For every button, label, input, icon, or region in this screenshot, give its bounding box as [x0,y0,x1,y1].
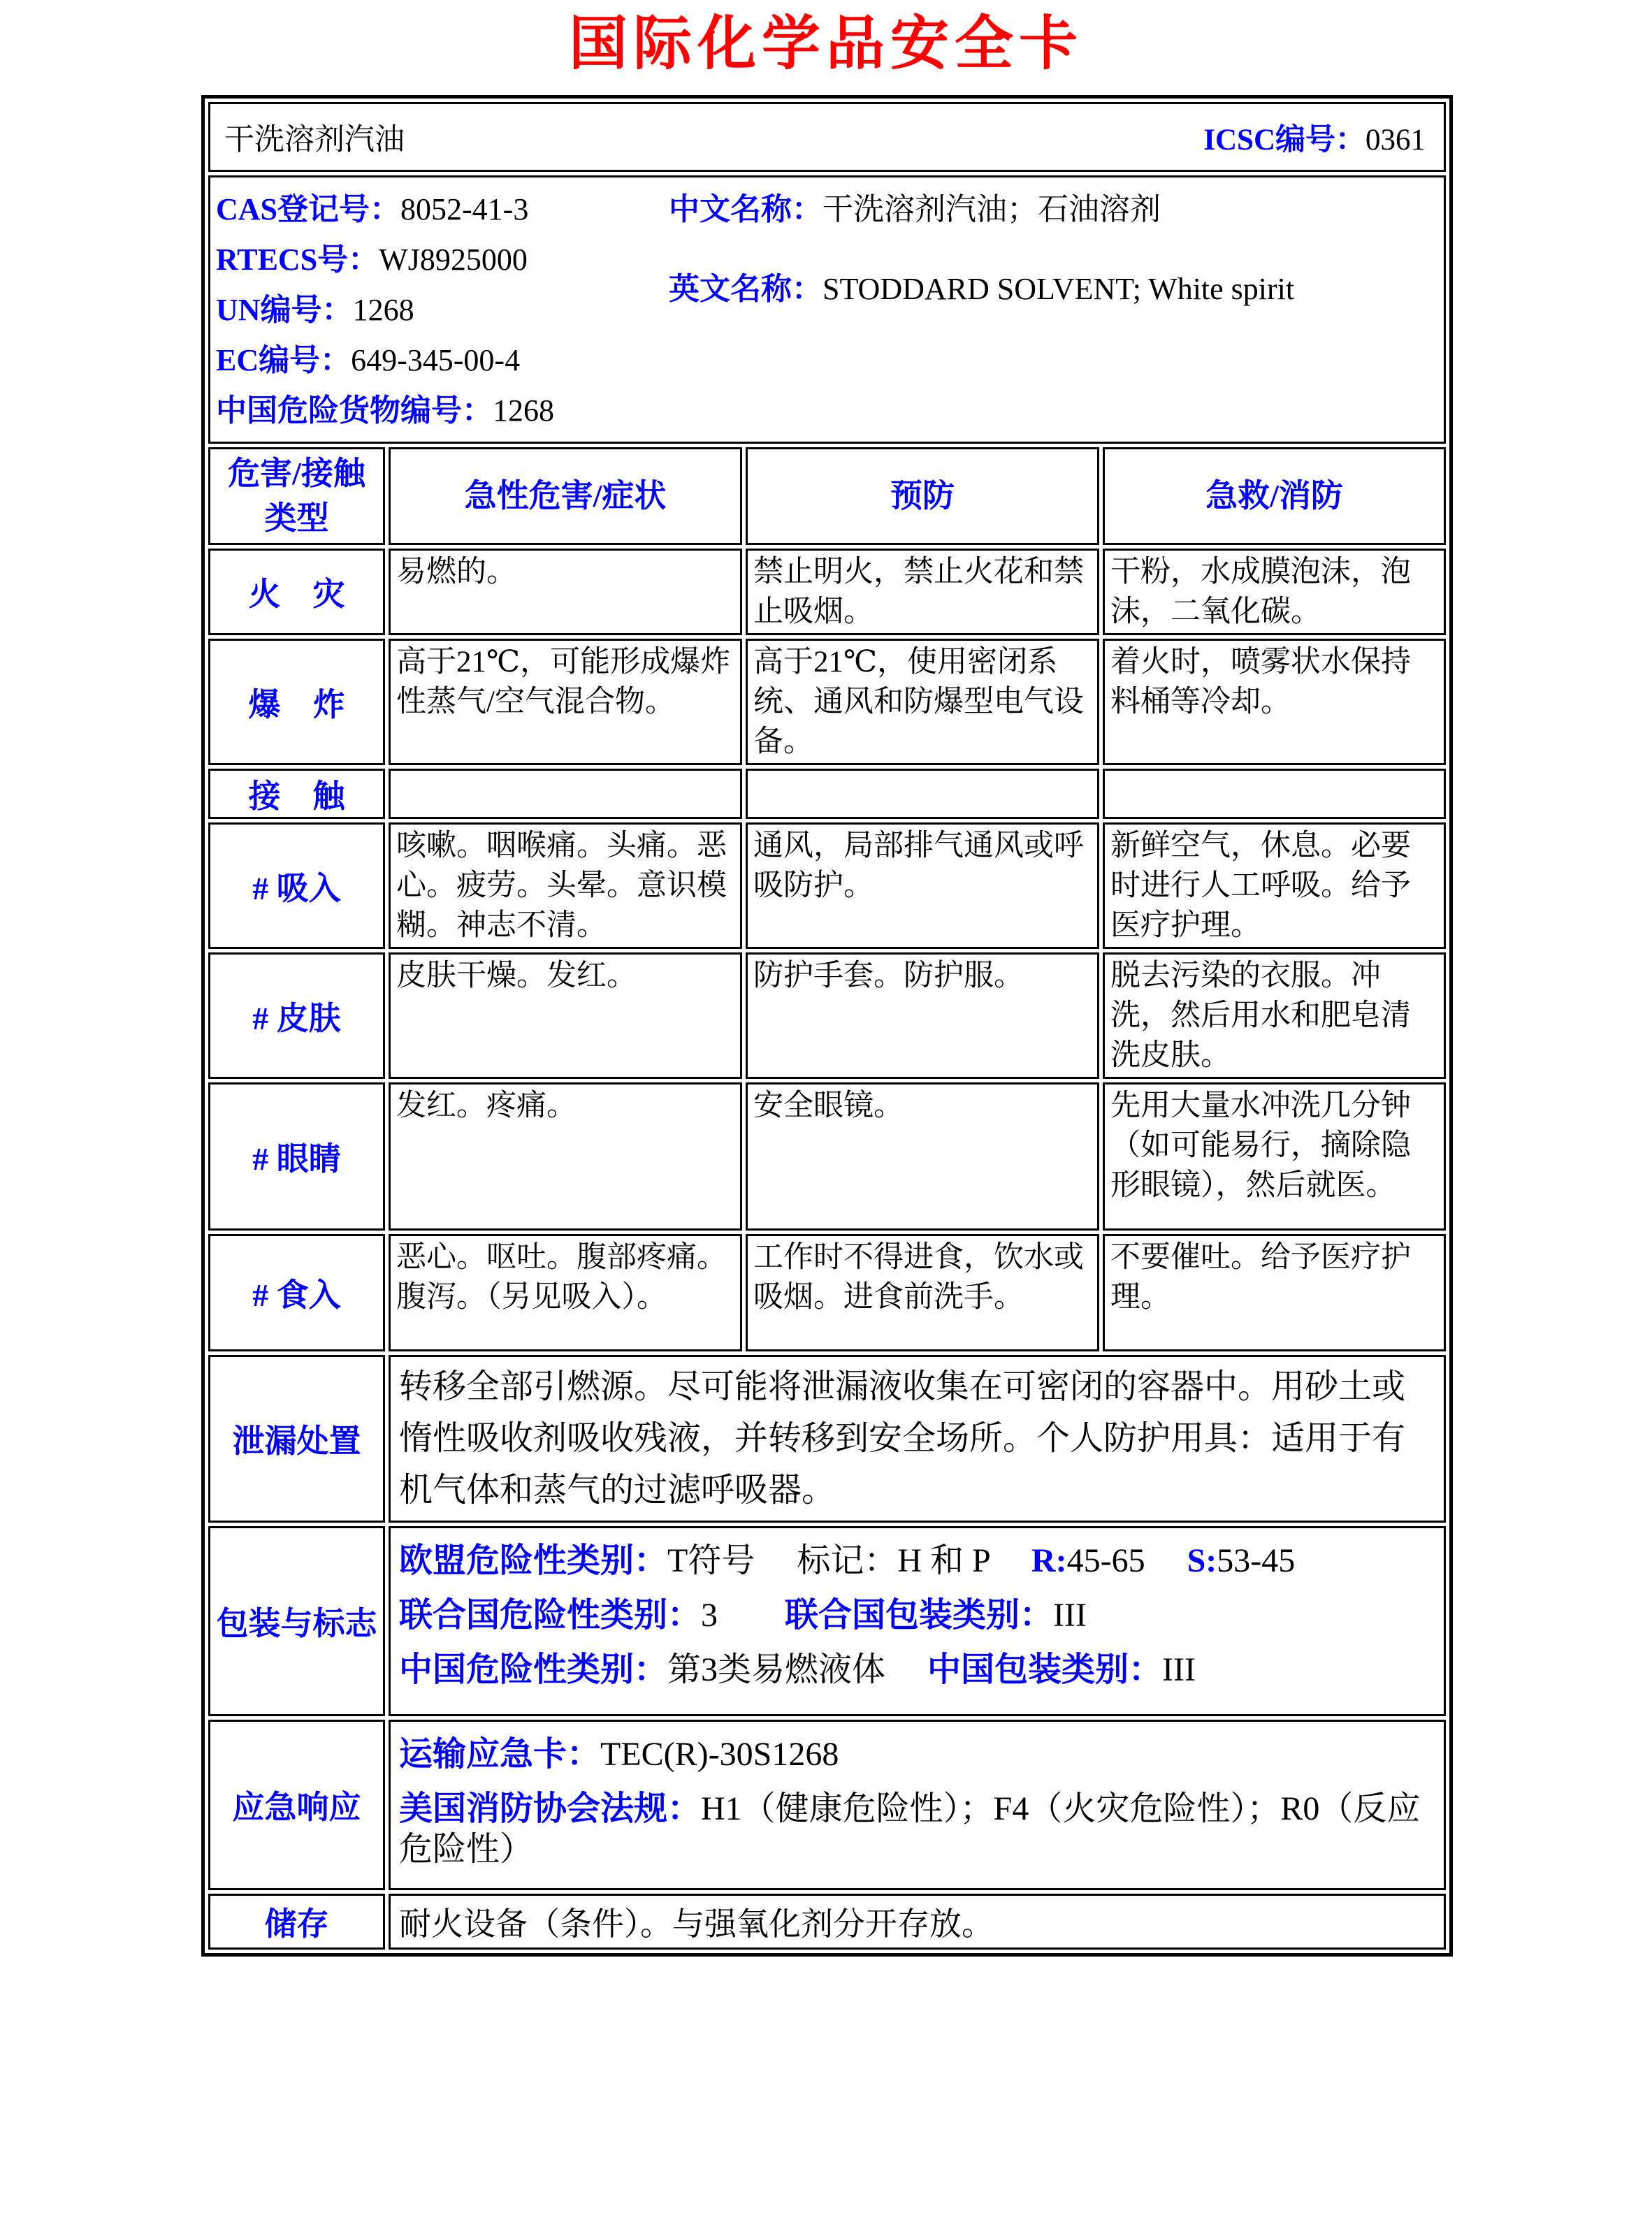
symptoms-cell [389,769,742,819]
icsc-number-label: ICSC编号： [1203,123,1366,157]
rtecs-number-line [216,235,669,285]
symptoms-cell: 易燃的。 [389,549,742,635]
prevention-cell [746,769,1099,819]
substance-name-cell [208,102,1446,172]
symptoms-cell: 恶心。呕吐。腹部疼痛。腹泻。（另见吸入）。 [389,1234,742,1351]
china-dg-label: 中国危险货物编号： [216,393,493,428]
prevention-cell: 禁止明火，禁止火花和禁止吸烟。 [746,549,1099,635]
first-aid-cell: 不要催吐。给予医疗护理。 [1103,1234,1446,1351]
field-value: 第3类易燃液体 [667,1651,928,1689]
english-name-label: 英文名称： [669,272,823,307]
spillage-content: 转移全部引燃源。尽可能将泄漏液收集在可密闭的容器中。用砂土或惰性吸收剂吸收残液，并转移到安全场所。个人防护用具：适用于有机气体和蒸气的过滤呼吸器。 [389,1355,1446,1523]
row-fire [208,549,1446,635]
row-emergency-response [208,1720,1446,1890]
icsc-number-value: 0361 [1365,123,1426,157]
col-header-hazard-type: 危害/接触类型 [208,447,385,545]
icsc-card-table [201,95,1453,1957]
hazard-type-label: # 眼睛 [208,1082,385,1231]
chinese-name-value: 干洗溶剂汽油；石油溶剂 [823,192,1161,227]
first-aid-cell: 着火时，喷雾状水保持料桶等冷却。 [1103,639,1446,765]
china-dg-number-line [216,386,669,436]
field-value: III [1162,1651,1196,1689]
nfpa-code-line [399,1789,1435,1870]
rtecs-value: WJ8925000 [379,242,528,277]
un-classification-line [399,1595,1435,1636]
row-exposure [208,769,1446,819]
registry-numbers [216,184,669,436]
un-value: 1268 [352,293,414,328]
hazard-table-header-row [208,447,1446,545]
first-aid-cell: 先用大量水冲洗几分钟（如可能易行，摘除隐形眼镜），然后就医。 [1103,1082,1446,1231]
field-label: 联合国包装类别： [785,1597,1054,1634]
china-classification-line [399,1650,1435,1690]
cas-label: CAS登记号： [216,192,401,227]
field-label: 中国危险性类别： [399,1651,668,1689]
ec-number-line [216,335,669,386]
section-label: 应急响应 [208,1720,385,1890]
transport-emergency-card-line [399,1734,1435,1775]
prevention-cell: 通风，局部排气通风或呼吸防护。 [746,822,1099,949]
hazard-type-label: # 食入 [208,1234,385,1351]
first-aid-cell: 干粉，水成膜泡沫，泡沫，二氧化碳。 [1103,549,1446,635]
eu-classification-line [399,1541,1435,1581]
english-name-value: STODDARD SOLVENT; White spirit [823,272,1295,307]
ec-label: EC编号： [216,343,352,378]
prevention-cell: 防护手套。防护服。 [746,952,1099,1079]
page-title: 国际化学品安全卡 [568,10,1083,76]
prevention-cell: 安全眼镜。 [746,1082,1099,1231]
row-storage [208,1894,1446,1950]
prevention-cell: 工作时不得进食，饮水或吸烟。进食前洗手。 [746,1234,1099,1351]
section-label: 泄漏处置 [208,1355,385,1523]
hazard-type-label: 接 触 [208,769,385,819]
field-value: H1（健康危险性）；F4（火灾危险性）；R0（反应危险性） [399,1790,1421,1869]
packaging-content [389,1526,1446,1716]
hazard-type-label: 爆 炸 [208,639,385,765]
hazard-type-label: 火 灾 [208,549,385,635]
cas-value: 8052-41-3 [400,192,529,227]
un-label: UN编号： [216,293,353,328]
row-inhalation [208,822,1446,949]
field-label: 联合国危险性类别： [399,1597,702,1634]
col-header-prevention: 预防 [746,447,1099,545]
identifiers-cell [208,175,1446,444]
field-value: 53-45 [1217,1542,1296,1580]
emergency-content [389,1720,1446,1890]
section-label: 储存 [208,1894,385,1950]
field-value: T符号 标记：H 和 P [667,1542,1031,1580]
prevention-cell: 高于21℃，使用密闭系统、通风和防爆型电气设备。 [746,639,1099,765]
symptoms-cell: 皮肤干燥。发红。 [389,952,742,1079]
row-identifiers [208,175,1446,444]
field-label: 美国消防协会法规： [399,1790,702,1828]
field-value: 3 [701,1597,785,1634]
symptoms-cell: 发红。疼痛。 [389,1082,742,1231]
first-aid-cell [1103,769,1446,819]
hazard-type-label: # 皮肤 [208,952,385,1079]
col-header-first-aid: 急救/消防 [1103,447,1446,545]
cas-number-line [216,184,669,235]
row-skin [208,952,1446,1079]
substance-names [669,184,1438,436]
field-value: 45-65 [1066,1542,1187,1580]
icsc-number [1203,116,1426,159]
field-value: III [1053,1597,1087,1634]
rtecs-label: RTECS号： [216,242,379,277]
symptoms-cell: 咳嗽。咽喉痛。头痛。恶心。疲劳。头晕。意识模糊。神志不清。 [389,822,742,949]
field-label: 中国包装类别： [927,1651,1163,1689]
first-aid-cell: 脱去污染的衣服。冲洗，然后用水和肥皂清洗皮肤。 [1103,952,1446,1079]
substance-name: 干洗溶剂汽油 [224,123,405,157]
row-explosion [208,639,1446,765]
row-spillage [208,1355,1446,1523]
field-value: TEC(R)-30S1268 [600,1736,839,1773]
ec-value: 649-345-00-4 [351,343,521,378]
substance-name-line [224,116,1426,159]
row-ingestion [208,1234,1446,1351]
field-label: R: [1031,1542,1067,1580]
col-header-symptoms: 急性危害/症状 [389,447,742,545]
symptoms-cell: 高于21℃，可能形成爆炸性蒸气/空气混合物。 [389,639,742,765]
un-number-line [216,285,669,335]
field-label: S: [1187,1542,1217,1580]
chinese-name-line [669,184,1438,235]
storage-content: 耐火设备（条件）。与强氧化剂分开存放。 [389,1894,1446,1950]
hazard-type-label: # 吸入 [208,822,385,949]
field-label: 欧盟危险性类别： [399,1542,668,1580]
english-name-line [669,264,1438,314]
china-dg-value: 1268 [493,393,554,428]
section-label: 包装与标志 [208,1526,385,1716]
first-aid-cell: 新鲜空气，休息。必要时进行人工呼吸。给予医疗护理。 [1103,822,1446,949]
row-packaging-labelling [208,1526,1446,1716]
field-label: 运输应急卡： [399,1736,601,1773]
row-eyes [208,1082,1446,1231]
chinese-name-label: 中文名称： [669,192,823,227]
row-substance-name [208,102,1446,172]
